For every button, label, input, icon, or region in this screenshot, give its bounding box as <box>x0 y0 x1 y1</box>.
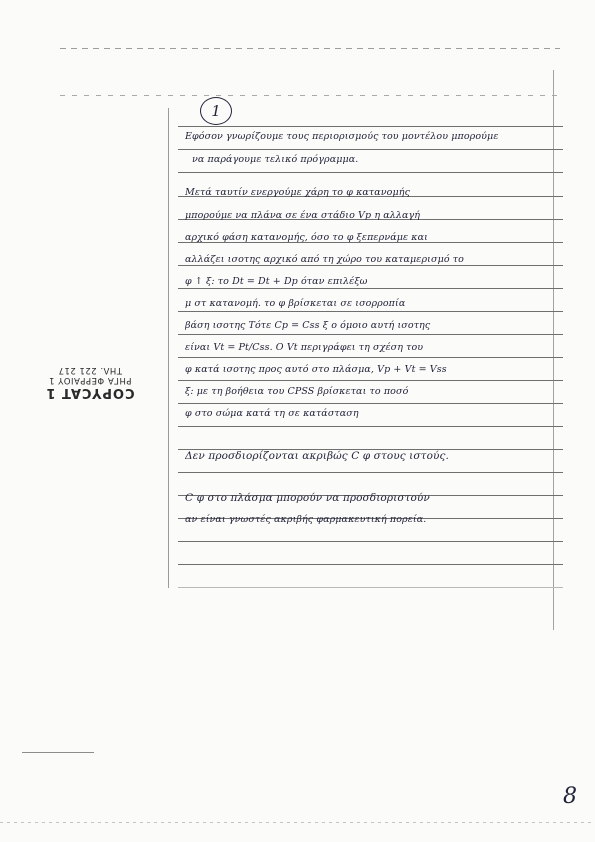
stamp-line-2: ΡΗΓΑ ΦΕΡΡΑΙΟΥ 1 <box>48 375 132 385</box>
handwritten-line: βάση ισοτης Τότε Cp = Css ξ ο όμοιο αυτή ισοτης <box>185 320 431 331</box>
ruled-line <box>178 149 563 150</box>
stamp-line-3: ΤΗΛ. 221 217 <box>58 365 122 375</box>
handwritten-line: Μετά ταυτίν ενεργούμε χάρη το φ κατανομής <box>185 187 410 198</box>
handwritten-line: μ στ κατανομή. το φ βρίσκεται σε ισορροπία <box>185 298 406 309</box>
handwritten-line: C φ στο πλάσμα μπορούν να προσδιοριστούν <box>185 492 430 504</box>
ruled-line <box>178 403 563 404</box>
page-number: 8 <box>563 784 577 809</box>
handwritten-line: φ στο σώμα κατά τη σε κατάσταση <box>185 408 359 419</box>
ruled-line <box>178 311 563 312</box>
handwritten-line: ξ: με τη βοήθεια του CPSS βρίσκεται το ποσό <box>185 386 409 397</box>
margin-line <box>168 108 169 588</box>
ruled-line <box>178 380 563 381</box>
scan-edge-line <box>60 48 560 49</box>
stamp-line-1: COPYCAT 1 <box>45 385 135 400</box>
scan-edge-line <box>0 822 595 823</box>
scan-edge-line <box>60 95 560 96</box>
handwritten-line: Δεν προσδιορίζονται ακριβώς C φ στους ιστούς. <box>185 450 449 462</box>
scan-mark <box>22 752 94 753</box>
handwritten-line: αν είναι γνωστές ακριβής φαρμακευτική πορεία. <box>185 514 427 525</box>
handwritten-line: Εφόσον γνωρίζουμε τους περιορισμούς του μοντέλου μπορούμε <box>185 131 499 142</box>
handwritten-line: αλλάζει ισοτης αρχικό από τη χώρο του καταμερισμό το <box>185 254 464 265</box>
ruled-line <box>178 541 563 542</box>
handwritten-line: μπορούμε να πλάνα σε ένα στάδιο Vp η αλλαγή <box>185 210 421 221</box>
ruled-line <box>178 334 563 335</box>
handwritten-line: είναι Vt = Pt/Css. Ο Vt περιγράφει τη σχέση του <box>185 342 424 353</box>
ruled-line <box>178 357 563 358</box>
ruled-line <box>178 587 563 588</box>
ruled-line <box>178 472 563 473</box>
ruled-line <box>178 265 563 266</box>
item-number: 1 <box>211 102 221 120</box>
ruled-line <box>178 288 563 289</box>
item-number-circle <box>200 97 232 125</box>
ruled-line <box>178 126 563 127</box>
handwritten-line: φ ↑ ξ: το Dt = Dt + Dp όταν επιλέξω <box>185 276 368 287</box>
ruled-line <box>178 564 563 565</box>
handwritten-line: να παράγουμε τελικό πρόγραμμα. <box>192 154 359 165</box>
ruled-line <box>178 426 563 427</box>
ruled-line <box>178 172 563 173</box>
handwritten-line: αρχικό φάση κατανομής, όσο το φ ξεπερνάμε και <box>185 232 428 243</box>
copy-shop-stamp <box>30 356 150 400</box>
handwritten-line: φ κατά ισοτης προς αυτό στο πλάσμα, Vp + Vt = Vss <box>185 364 447 375</box>
